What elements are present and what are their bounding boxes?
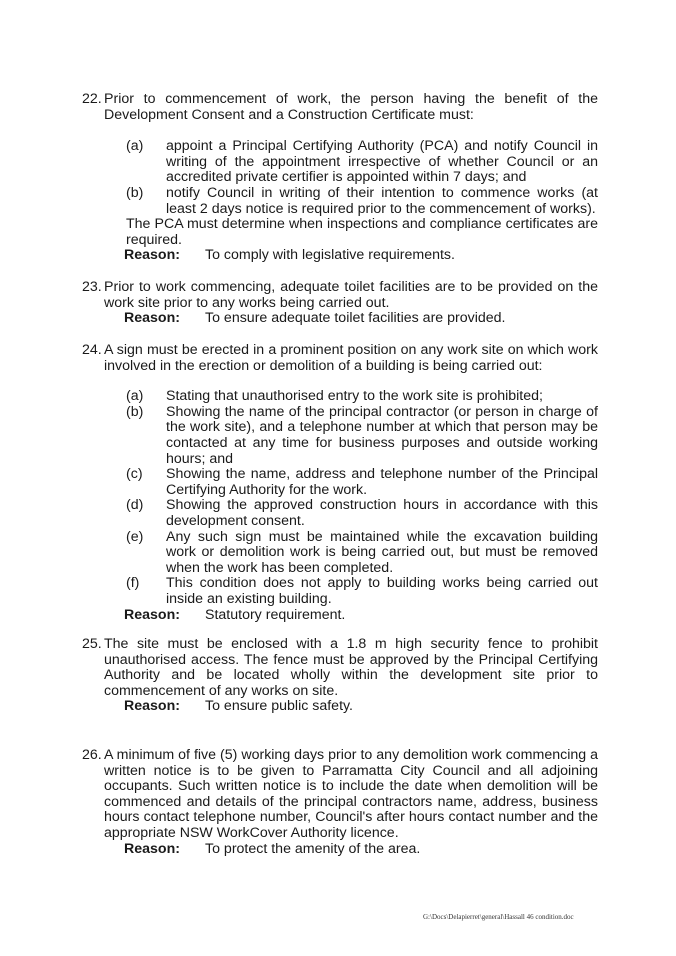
condition-heading xyxy=(82,637,598,699)
reason-label: Reason: xyxy=(124,698,180,715)
condition-25 xyxy=(82,637,598,715)
reason-text: To ensure public safety. xyxy=(205,698,353,715)
sub-item-text: Showing the approved construction hours in accordance with this development consent. xyxy=(166,497,598,529)
condition-number: 26. xyxy=(82,747,102,763)
sub-item-label: (a) xyxy=(126,388,144,405)
reason-label: Reason: xyxy=(124,840,180,857)
sub-item xyxy=(126,530,598,577)
condition-23 xyxy=(82,280,598,327)
reason-text: To comply with legislative requirements. xyxy=(205,247,455,264)
reason-label: Reason: xyxy=(124,247,180,264)
condition-text: A minimum of five (5) working days prior to any demolition work commencing a written notice is to be given to Parramatta City Council and all adjoining occupants. Such written notice is to include the date when demolition will be commenced and details of the principal contractors name, address, business hours contact telephone number, Council's after hours contact number and the appropriate NSW WorkCover Authority licence. xyxy=(104,747,598,841)
condition-heading xyxy=(82,280,598,311)
sub-item-label: (d) xyxy=(126,497,144,514)
sub-item xyxy=(126,139,598,186)
condition-heading xyxy=(82,748,598,842)
condition-text: Prior to commencement of work, the person having the benefit of the Development Consent and a Construction Certificate must: xyxy=(104,91,598,123)
condition-note: The PCA must determine when inspections and compliance certificates are required. xyxy=(126,216,598,248)
sub-item xyxy=(126,498,598,529)
sub-item xyxy=(126,186,598,217)
condition-22 xyxy=(82,92,598,264)
sub-item-text: Showing the name, address and telephone number of the Principal Certifying Authority for the work. xyxy=(166,466,598,498)
condition-text: The site must be enclosed with a 1.8 m high security fence to prohibit unauthorised access. The fence must be approved by the Principal Certifying Authority and be located wholly within the development site prior to commencement of any works on site. xyxy=(104,636,598,699)
sub-item-list xyxy=(126,139,598,217)
sub-item xyxy=(126,405,598,467)
condition-26 xyxy=(82,748,598,857)
condition-heading xyxy=(82,92,598,123)
document-path-footer: G:\Docs\Delapierret\general\Hassall 46 condition.doc xyxy=(423,913,574,921)
condition-heading xyxy=(82,343,598,374)
sub-item-label: (a) xyxy=(126,138,144,155)
sub-item-text: notify Council in writing of their intention to commence works (at least 2 days notice is required prior to the commencement of works). xyxy=(166,184,598,217)
sub-item-text: Showing the name of the principal contractor (or person in charge of the work site), and a telephone number at which that person may be contacted at any time for business purposes and outside working hours; and xyxy=(166,403,598,467)
reason-row xyxy=(124,248,598,264)
condition-text: A sign must be erected in a prominent position on any work site on which work involved in the erection or demolition of a building is being carried out: xyxy=(104,342,598,374)
reason-text: To protect the amenity of the area. xyxy=(205,840,421,857)
reason-row xyxy=(124,608,598,624)
sub-item xyxy=(126,467,598,498)
sub-item-text: appoint a Principal Certifying Authority (PCA) and notify Council in writing of the appointment irrespective of whether Council or an accredited private certifier is appointed within 7 days; and xyxy=(166,138,598,186)
reason-row xyxy=(124,842,598,858)
condition-number: 22. xyxy=(82,91,102,107)
sub-item-label: (f) xyxy=(126,575,140,592)
sub-item-text: Any such sign must be maintained while the excavation building work or demolition work is being carried out, but must be removed when the work has been completed. xyxy=(166,528,598,576)
reason-label: Reason: xyxy=(124,310,180,327)
condition-24 xyxy=(82,343,598,623)
condition-text: Prior to work commencing, adequate toilet facilities are to be provided on the work site prior to any works being carried out. xyxy=(104,279,598,311)
reason-row xyxy=(124,311,598,327)
condition-number: 25. xyxy=(82,636,102,652)
sub-item-list xyxy=(126,389,598,607)
sub-item-text: This condition does not apply to building works being carried out inside an existing building. xyxy=(166,575,598,607)
condition-number: 24. xyxy=(82,342,102,358)
sub-item-label: (c) xyxy=(126,466,143,483)
sub-item-text: Stating that unauthorised entry to the work site is prohibited; xyxy=(166,388,543,405)
sub-item-label: (b) xyxy=(126,403,144,420)
reason-label: Reason: xyxy=(124,606,180,623)
sub-item xyxy=(126,389,598,405)
sub-item xyxy=(126,576,598,607)
reason-text: Statutory requirement. xyxy=(205,606,346,623)
sub-item-label: (e) xyxy=(126,528,144,545)
reason-row xyxy=(124,699,598,715)
sub-item-label: (b) xyxy=(126,184,144,201)
condition-number: 23. xyxy=(82,279,102,295)
reason-text: To ensure adequate toilet facilities are provided. xyxy=(205,310,506,327)
